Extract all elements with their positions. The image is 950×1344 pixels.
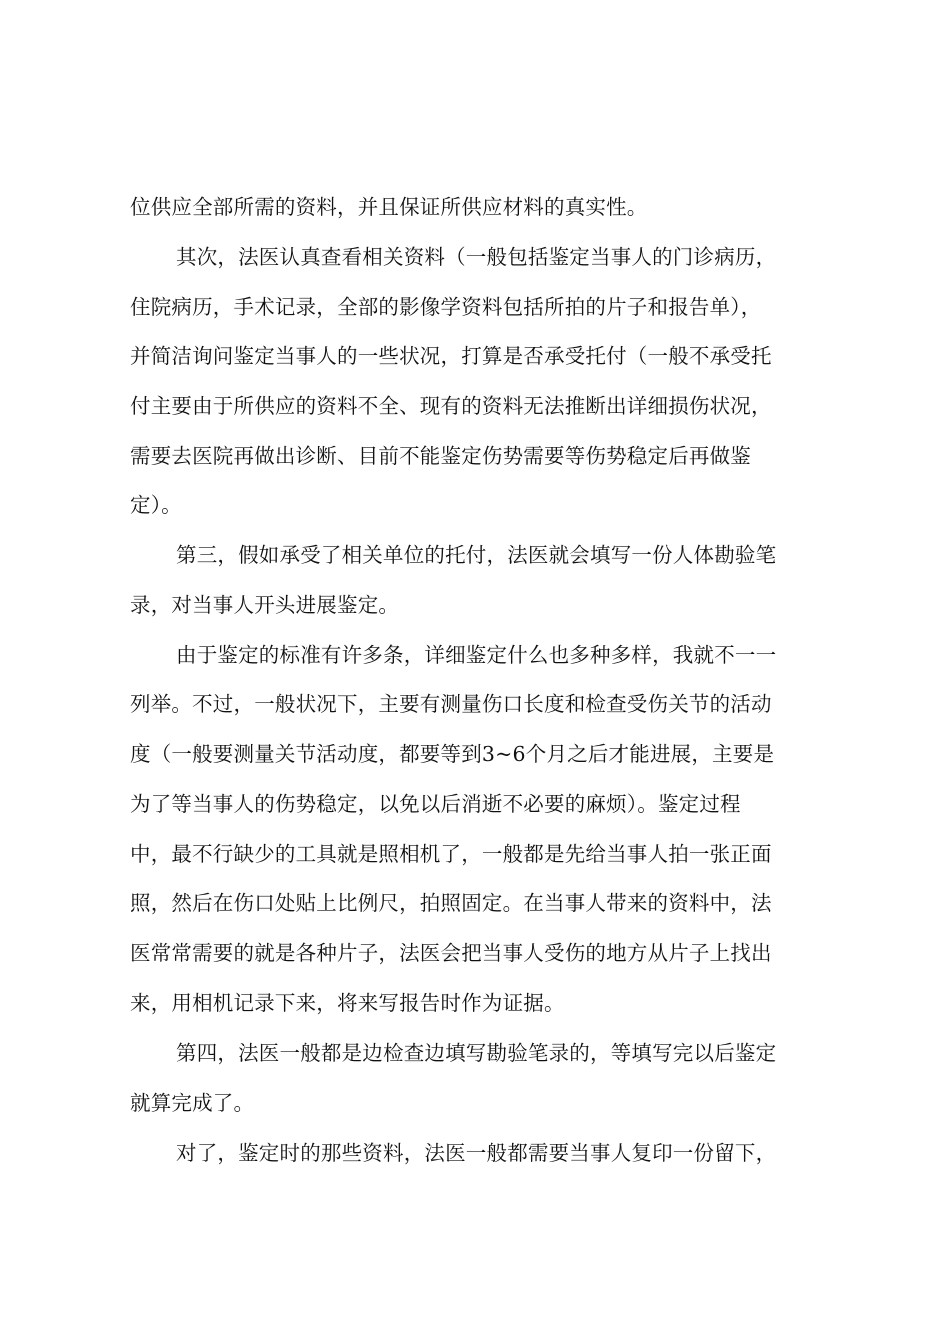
- text-line: 来，用相机记录下来，将来写报告时作为证据。: [130, 991, 565, 1015]
- text-line: 录，对当事人开头进展鉴定。: [130, 593, 400, 617]
- text-line: 照，然后在伤口处贴上比例尺，拍照固定。在当事人带来的资料中，法: [130, 891, 772, 915]
- text-line: 住院病历，手术记录，全部的影像学资料包括所拍的片子和报告单），: [130, 295, 762, 319]
- text-line: 中，最不行缺少的工具就是照相机了，一般都是先给当事人拍一张正面: [130, 842, 772, 866]
- text-line: 付主要由于所供应的资料不全、现有的资料无法推断出详细损伤状况，: [130, 394, 772, 418]
- text-line: 位供应全部所需的资料，并且保证所供应材料的真实性。: [130, 195, 648, 219]
- text-line: 就算完成了。: [130, 1091, 255, 1115]
- text-line: 列举。不过，一般状况下，主要有测量伤口长度和检查受伤关节的活动: [130, 692, 772, 716]
- paragraph-start-line: 由于鉴定的标准有许多条，详细鉴定什么也多种多样，我就不一一: [176, 643, 777, 667]
- text-line: 医常常需要的就是各种片子，法医会把当事人受伤的地方从片子上找出: [130, 941, 772, 965]
- paragraph-start-line: 对了，鉴定时的那些资料，法医一般都需要当事人复印一份留下，: [176, 1141, 777, 1165]
- text-line: 定）。: [130, 493, 182, 517]
- text-line: 为了等当事人的伤势稳定，以免以后消逝不必要的麻烦）。鉴定过程: [130, 792, 741, 816]
- paragraph-start-line: 第四，法医一般都是边检查边填写勘验笔录的，等填写完以后鉴定: [176, 1041, 777, 1065]
- text-line: 并简洁询问鉴定当事人的一些状况，打算是否承受托付（一般不承受托: [130, 344, 772, 368]
- text-line: 度（一般要测量关节活动度，都要等到3~6个月之后才能进展，主要是: [130, 742, 775, 766]
- paragraph-start-line: 第三，假如承受了相关单位的托付，法医就会填写一份人体勘验笔: [176, 543, 777, 567]
- text-line: 需要去医院再做出诊断、目前不能鉴定伤势需要等伤势稳定后再做鉴: [130, 444, 751, 468]
- paragraph-start-line: 其次，法医认真查看相关资料（一般包括鉴定当事人的门诊病历，: [176, 245, 777, 269]
